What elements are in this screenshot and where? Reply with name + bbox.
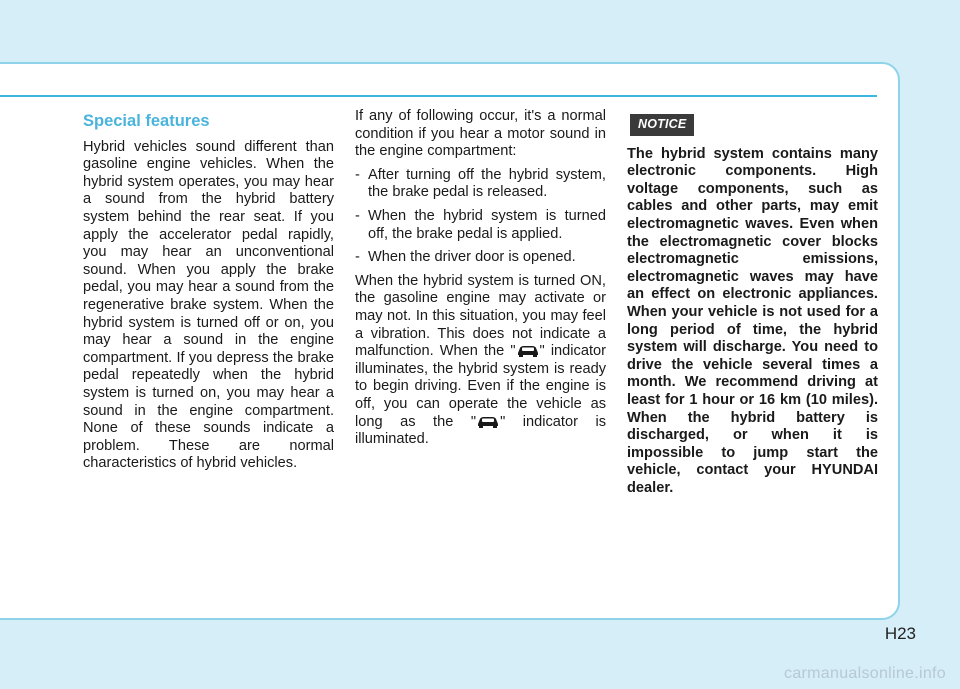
motor-sound-intro: If any of following occur, it's a normal condition if you hear a motor sound in the engine compartment: bbox=[355, 108, 606, 160]
header-rule bbox=[0, 95, 877, 97]
notice-badge: NOTICE bbox=[630, 114, 694, 136]
column-notice bbox=[627, 108, 878, 503]
column-motor-sound bbox=[355, 108, 606, 455]
condition-list bbox=[355, 167, 606, 267]
column-special-features bbox=[83, 108, 334, 479]
list-item: - When the hybrid system is turned off, the brake pedal is applied. bbox=[355, 207, 606, 242]
list-item: - When the driver door is opened. bbox=[355, 249, 576, 266]
special-features-paragraph: Hybrid vehicles sound different than gasoline engine vehicles. When the hybrid system operates, you may hear a sound from the hybrid battery system behind the rear seat. If you apply the accelerator pedal rapidly, you may hear an unconventional sound. When you apply the brake pedal, you may hear a sound from the regenerative brake system. When the hybrid system is turned off or on, you may hear a sound in the engine compartment. If you depress the brake pedal repeatedly when the hybrid system is turned on, you may hear a sound in the engine compartment. None of these sounds indicate a problem. These are normal characteristics of hybrid vehicles. bbox=[83, 138, 334, 472]
page-number: H23 bbox=[884, 624, 916, 643]
ready-car-icon bbox=[476, 415, 500, 429]
list-item: - After turning off the hybrid system, the brake pedal is released. bbox=[355, 166, 606, 201]
watermark-text: carmanualsonline.info bbox=[784, 665, 946, 682]
section-heading: Special features bbox=[83, 112, 210, 130]
notice-text: The hybrid system contains many electronic components. High voltage components, such as cables and other parts, may emit electromagnetic waves. Even when the electromagnetic cover blocks electromagnetic emissions, electromagnetic waves may have an effect on electronic appliances. When your vehicle is not used for a long period of time, the hybrid system will discharge. You need to drive the vehicle several times a month. We recommend driving at least for 1 hour or 16 km (10 miles). When the hybrid battery is discharged, or when it is impossible to jump start the vehicle, contact your HYUNDAI dealer. bbox=[627, 145, 878, 496]
ready-indicator-paragraph: When the hybrid system is turned ON, the gasoline engine may activate or may not. In this situation, you may feel a vibration. This does not indicate a malfunction. When the " " indicator illuminates, the hybrid system is ready to begin driving. Even if the engine is off, you can operate the vehicle as long as the " " indicator is illuminated. bbox=[355, 272, 606, 448]
ready-car-icon bbox=[516, 344, 540, 358]
